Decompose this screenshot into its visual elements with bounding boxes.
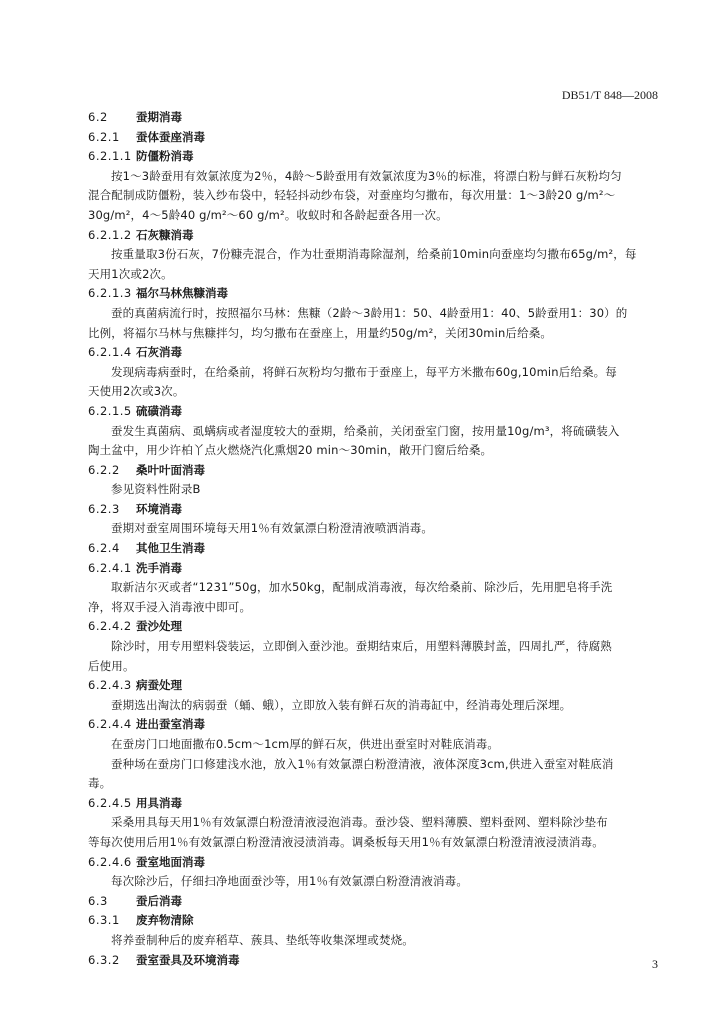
section-number: 6.2.1 — [88, 129, 120, 144]
section-title: 病蚕处理 — [136, 678, 182, 693]
section-title: 福尔马林焦糠消毒 — [136, 286, 228, 301]
document-body — [88, 108, 660, 970]
section-number: 6.2.1.1 — [88, 149, 132, 164]
section-title: 进出蚕室消毒 — [136, 717, 205, 732]
section-title: 蚕体蚕座消毒 — [136, 129, 205, 144]
paragraph-line: 蚕种场在蚕房门口修建浅水池，放入1％有效氯漂白粉澄清液，液体深度3cm,供进入蚕室对鞋底消 — [111, 756, 614, 771]
section-title: 蚕室地面消毒 — [136, 854, 205, 869]
section-title: 蚕期消毒 — [136, 110, 182, 124]
section-number: 6.2.4.1 — [88, 560, 132, 575]
section-heading — [88, 343, 660, 363]
paragraph-line: 将养蚕制种后的废弃稻草、蔟具、垫纸等收集深埋或焚烧。 — [111, 932, 414, 947]
paragraph-line: 发现病毒病蚕时，在给桑前，将鲜石灰粉均匀撒布于蚕座上，每平方米撒布60g,10min后给桑。每 — [111, 364, 617, 379]
section-title: 用具消毒 — [136, 795, 182, 810]
paragraph-line: 按1～3龄蚕用有效氯浓度为2％，4龄～5龄蚕用有效氯浓度为3％的标准，将漂白粉与鲜石灰粉均匀 — [111, 168, 622, 183]
paragraph-continuation: 比例，将福尔马林与焦糠拌匀，均匀撒布在蚕座上，用量约50g/m²，关闭30min后给桑。 — [88, 325, 553, 340]
section-number: 6.3.1 — [88, 913, 120, 928]
section-heading — [88, 500, 660, 520]
section-number: 6.2.4.4 — [88, 717, 132, 732]
section-heading — [88, 284, 660, 304]
paragraph-line: 除沙时，用专用塑料袋装运，立即倒入蚕沙池。蚕期结束后，用塑料薄膜封盖，四周扎严，待腐熟 — [111, 639, 612, 654]
section-number: 6.2.4.6 — [88, 854, 132, 869]
section-number: 6.2.1.4 — [88, 345, 132, 360]
paragraph-line: 参见资料性附录B — [111, 482, 201, 497]
paragraph-continuation: 毒。 — [88, 776, 112, 791]
section-title: 蚕沙处理 — [136, 619, 182, 634]
paragraph-continuation: 天使用2次或3次。 — [88, 384, 185, 399]
section-number: 6.2.1.5 — [88, 403, 132, 418]
section-heading — [88, 715, 660, 735]
paragraph-line: 蚕期对蚕室周围环境每天用1％有效氯漂白粉澄清液喷洒消毒。 — [111, 521, 434, 536]
section-heading — [88, 108, 660, 128]
section-number: 6.2.4.3 — [88, 678, 132, 693]
paragraph-line: 蚕期选出淘汰的病弱蚕（蛹、蛾），立即放入装有鲜石灰的消毒缸中，经消毒处理后深埋。 — [111, 697, 572, 712]
section-number: 6.3.2 — [88, 952, 120, 967]
section-heading — [88, 951, 660, 971]
section-title: 蚕室蚕具及环境消毒 — [136, 952, 240, 967]
section-title: 防僵粉消毒 — [136, 149, 194, 164]
section-title: 蚕后消毒 — [136, 893, 182, 908]
section-number: 6.3 — [88, 893, 108, 908]
section-title: 桑叶叶面消毒 — [136, 462, 205, 477]
section-number: 6.2.3 — [88, 501, 120, 516]
paragraph-line: 每次除沙后，仔细扫净地面蚕沙等，用1％有效氯漂白粉澄清液消毒。 — [111, 874, 468, 889]
section-heading — [88, 794, 660, 814]
section-heading — [88, 402, 660, 422]
paragraph-continuation: 等每次使用后用1％有效氯漂白粉澄清液浸渍消毒。调桑板每天用1％有效氯漂白粉澄清液浸渍消毒。 — [88, 834, 604, 849]
section-number: 6.2.1.2 — [88, 227, 132, 242]
paragraph-line: 按重量取3份石灰，7份糠壳混合，作为壮蚕期消毒除湿剂，给桑前10min向蚕座均匀撒布65g/m²，每 — [111, 247, 637, 262]
paragraph-continuation: 净，将双手浸入消毒液中即可。 — [88, 599, 252, 614]
section-title: 石灰糠消毒 — [136, 227, 194, 242]
section-number: 6.2.2 — [88, 462, 120, 477]
paragraph-line: 蚕的真菌病流行时，按照福尔马林：焦糠（2龄～3龄用1：50、4龄蚕用1：40、5龄蚕用1：30）的 — [111, 305, 628, 320]
section-number: 6.2.4.2 — [88, 619, 132, 634]
section-number: 6.2.4 — [88, 541, 120, 556]
section-heading — [88, 892, 660, 912]
paragraph-continuation: 天用1次或2次。 — [88, 266, 173, 281]
paragraph-continuation: 混合配制成防僵粉，装入纱布袋中，轻轻抖动纱布袋，对蚕座均匀撒布，每次用量：1～3龄20 g/m²～ — [88, 188, 616, 203]
section-title: 硫磺消毒 — [136, 403, 182, 418]
section-number: 6.2 — [88, 110, 108, 124]
section-heading — [88, 617, 660, 637]
section-title: 其他卫生消毒 — [136, 541, 205, 556]
section-title: 环境消毒 — [136, 501, 182, 516]
section-heading — [88, 461, 660, 481]
section-heading — [88, 559, 660, 579]
paragraph-continuation: 后使用。 — [88, 658, 135, 673]
paragraph-line: 在蚕房门口地面撒布0.5cm～1cm厚的鲜石灰，供进出蚕室时对鞋底消毒。 — [111, 737, 500, 751]
paragraph-line: 取新洁尔灭或者“1231”50g，加水50kg，配制成消毒液，每次给桑前、除沙后，先用肥皂将手洗 — [111, 580, 613, 595]
section-number: 6.2.1.3 — [88, 286, 132, 301]
page-number: 3 — [652, 957, 658, 971]
section-heading — [88, 128, 660, 148]
section-heading — [88, 676, 660, 696]
standard-number: DB51/T 848—2008 — [561, 88, 658, 102]
paragraph-continuation: 30g/m²，4～5龄40 g/m²～60 g/m²。收蚁时和各龄起蚕各用一次。 — [88, 207, 448, 222]
section-number: 6.2.4.5 — [88, 795, 132, 810]
section-heading — [88, 911, 660, 931]
section-title: 洗手消毒 — [136, 560, 182, 575]
section-heading — [88, 147, 660, 167]
paragraph-line: 采桑用具每天用1％有效氯漂白粉澄清液浸泡消毒。蚕沙袋、塑料薄膜、塑料蚕网、塑料除沙垫布 — [111, 815, 608, 830]
section-heading — [88, 853, 660, 873]
section-heading — [88, 539, 660, 559]
paragraph-line: 蚕发生真菌病、虱螨病或者湿度较大的蚕期，给桑前，关闭蚕室门窗，按用量10g/m³，将硫磺装入 — [111, 423, 620, 438]
section-heading — [88, 226, 660, 246]
section-title: 废弃物清除 — [136, 913, 194, 928]
paragraph-continuation: 陶土盆中，用少许柏丫点火燃烧汽化熏烟20 min～30min，敞开门窗后给桑。 — [88, 443, 493, 458]
section-title: 石灰消毒 — [136, 345, 182, 360]
